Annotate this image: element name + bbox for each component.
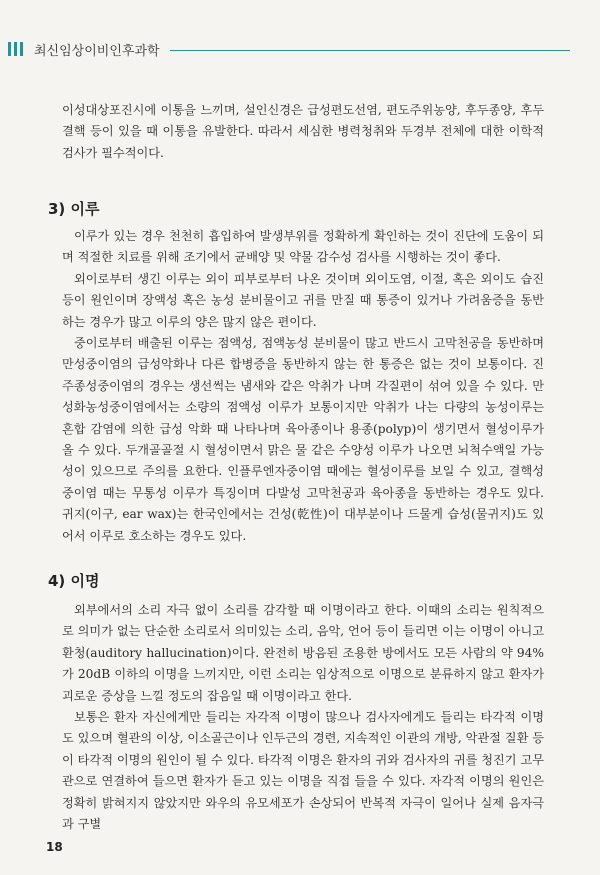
running-header xyxy=(0,38,600,60)
section-4-body xyxy=(62,600,544,835)
section-3-body xyxy=(62,226,544,547)
section-heading-3: 3) 이루 xyxy=(48,200,100,218)
body-paragraph: 보통은 환자 자신에게만 들리는 자각적 이명이 많으나 검사자에게도 들리는 타각적 이명도 있으며 혈관의 이상, 이소골근이나 인두근의 경련, 지속적인 이관의 개방, 악관절 질환 등이 타각적 이명의 원인이 될 수 있다. 타각적 이명은 환자의 귀와 검사자의 귀를 청진기 고무관으로 연결하여 들으면 환자가 듣고 있는 이명을 직접 들을 수 있다. 자각적 이명의 원인은 정확히 밝혀지지 않았지만 와우의 유모세포가 손상되어 반복적 자극이 일어나 실제 음자극과 구별 xyxy=(62,710,544,832)
section-heading-4: 4) 이명 xyxy=(48,572,100,590)
body-paragraph: 중이로부터 배출된 이루는 점액성, 점액농성 분비물이 많고 반드시 고막천공을 동반하며 만성중이염의 급성악화나 다른 합병증을 동반하지 않는 한 통증은 없는 것이 보통이다. 진주종성중이염의 경우는 생선썩는 냄새와 같은 악취가 나며 각질편이 섞여 있을 수 있다. 만성화농성중이염에서는 소량의 점액성 이루가 보통이지만 악취가 나는 다량의 농성이루는 혼합 감염에 의한 급성 악화 때 나타나며 육아종이나 용종(polyp)이 생기면서 혈성이루가 올 수 있다. 두개골골절 시 혈성이면서 맑은 물 같은 수양성 이루가 나오면 뇌척수액일 가능성이 있으므로 주의를 요한다. 인플루엔자중이염 때에는 혈성이루를 보일 수 있고, 결핵성중이염 때는 무통성 이루가 특징이며 다발성 고막천공과 육아종을 동반하는 경우도 있다. 귀지(이구, ear wax)는 한국인에서는 건성(乾性)이 대부분이나 드물게 습성(물귀지)도 있어서 이루로 호소하는 경우도 있다. xyxy=(62,336,544,543)
top-paragraph-block xyxy=(62,100,544,164)
header-rule xyxy=(170,50,570,51)
page-number: 18 xyxy=(46,840,63,854)
body-paragraph: 이루가 있는 경우 천천히 흡입하여 발생부위를 정확하게 확인하는 것이 진단에 도움이 되며 적절한 치료를 위해 조기에서 균배양 및 약물 감수성 검사를 시행하는 것이 좋다. xyxy=(62,229,544,265)
body-paragraph: 외부에서의 소리 자극 없이 소리를 감각할 때 이명이라고 한다. 이때의 소리는 원칙적으로 의미가 없는 단순한 소리로서 의미있는 소리, 음악, 언어 등이 들리면 이는 이명이 아니고 환청(auditory hallucination)이다. 완전히 방음된 조용한 방에서도 모든 사람의 약 94%가 20dB 이하의 이명을 느끼지만, 이런 소리는 임상적으로 이명으로 분류하지 않고 환자가 괴로운 증상을 느낄 정도의 잡음일 때 이명이라고 한다. xyxy=(62,603,544,703)
book-title: 최신임상이비인후과학 xyxy=(34,44,160,59)
body-paragraph: 외이로부터 생긴 이루는 외이 피부로부터 나온 것이며 외이도염, 이절, 혹은 외이도 습진 등이 원인이며 장액성 혹은 농성 분비물이고 귀를 만질 때 통증이 있거나 가려움증을 동반하는 경우가 많고 이루의 양은 많지 않은 편이다. xyxy=(62,271,544,329)
body-paragraph: 이성대상포진시에 이통을 느끼며, 설인신경은 급성편도선염, 편도주위농양, 후두종양, 후두결핵 등이 있을 때 이통을 유발한다. 따라서 세심한 병력청취와 두경부 전체에 대한 이학적 검사가 필수적이다. xyxy=(62,103,544,160)
header-bars-decoration xyxy=(8,42,23,56)
